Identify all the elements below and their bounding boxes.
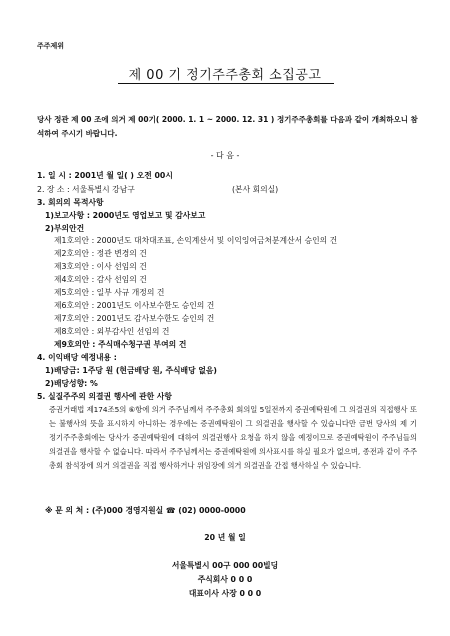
purpose-heading: 3. 회의의 목적사항 xyxy=(37,198,104,207)
company-name: 주식회사 0 0 0 xyxy=(197,575,253,584)
agenda-item-1: 제1호의안 : 2000년도 대차대조표, 손익계산서 및 이익잉여금처분계산서 승인의 건 xyxy=(54,236,338,245)
notice-date: 20 년 월 일 xyxy=(204,533,246,542)
company-address: 서울특별시 00구 000 00빌딩 xyxy=(171,561,279,570)
agenda-item-6: 제6호의안 : 2001년도 이사보수한도 승인의 건 xyxy=(54,301,215,310)
document-tag: 주주제위 xyxy=(37,42,65,50)
ceo-name: 대표이사 사장 0 0 0 xyxy=(188,589,262,598)
meeting-date: 1. 일 시 : 2001년 월 일( ) 오전 00시 xyxy=(37,171,173,180)
intro-paragraph: 당사 정관 제 00 조에 의거 제 00기( 2000. 1. 1 ~ 2000. 12. 31 ) 정기주주총회를 다음과 같이 개최하오니 참석하여 주시기 바랍니다. xyxy=(37,115,418,138)
section-divider-label: - 다 음 - xyxy=(210,151,240,160)
agenda-item-4: 제4호의안 : 감사 선임의 건 xyxy=(54,275,147,284)
agenda-heading: 2)부의안건 xyxy=(45,224,85,233)
meeting-place-note: (본사 회의실) xyxy=(232,185,279,194)
agenda-item-5: 제5호의안 : 일부 사규 개정의 건 xyxy=(54,288,165,297)
agenda-item-2: 제2호의안 : 정관 변경의 건 xyxy=(54,249,147,258)
agenda-item-9: 제9호의안 : 주식매수청구권 부여의 건 xyxy=(54,340,187,349)
dividend-amount: 1)배당금: 1주당 원 (현금배당 원, 주식배당 없음) xyxy=(45,366,217,375)
page-title: 제 00 기 정기주주총회 소집공고 xyxy=(128,68,322,83)
agenda-item-3: 제3호의안 : 이사 선임의 건 xyxy=(54,262,147,271)
dividend-payout-ratio: 2)배당성향: % xyxy=(45,379,98,388)
contact-line: ※ 문 의 처 : (주)000 경영지원실 ☎ (02) 0000-0000 xyxy=(45,506,246,515)
voting-heading: 5. 실질주주의 의결권 행사에 관한 사항 xyxy=(37,392,172,401)
agenda-item-8: 제8호의안 : 외부감사인 선임의 건 xyxy=(54,327,170,336)
meeting-place: 2. 장 소 : 서울특별시 강남구 xyxy=(37,185,135,194)
report-items: 1)보고사항 : 2000년도 영업보고 및 감사보고 xyxy=(45,211,206,220)
voting-paragraph: 증권거래법 제174조5의 ⑥항에 의거 주주님께서 주주총회 회의일 5일전까지 증권예탁원에 그 의결권의 직접행사 또는 불행사의 뜻을 표시하지 아니하는 경우에는 증권예탁원이 그 의결권을 행사할 수 있습니다만 금번 당사의 제 기 정기주주총회에는 당사가 증권예탁원에 대하여 의결권행사 요청을 하지 않을 예정이므로 증권예탁원이 주주님들의 의결권을 행사할 수 없습니다. 따라서 주주님께서는 증권예탁원에 의사표시를 하실 필요가 없으며, 종전과 같이 주주총회 참석장에 의거 의결권을 직접 행사하거나 위임장에 의거 의결권을 간접 행사하실 수 있습니다. xyxy=(49,405,417,470)
agenda-item-7: 제7호의안 : 2001년도 감사보수한도 승인의 건 xyxy=(54,314,215,323)
dividend-heading: 4. 이익배당 예정내용 : xyxy=(37,353,117,362)
title-underline xyxy=(118,83,334,84)
